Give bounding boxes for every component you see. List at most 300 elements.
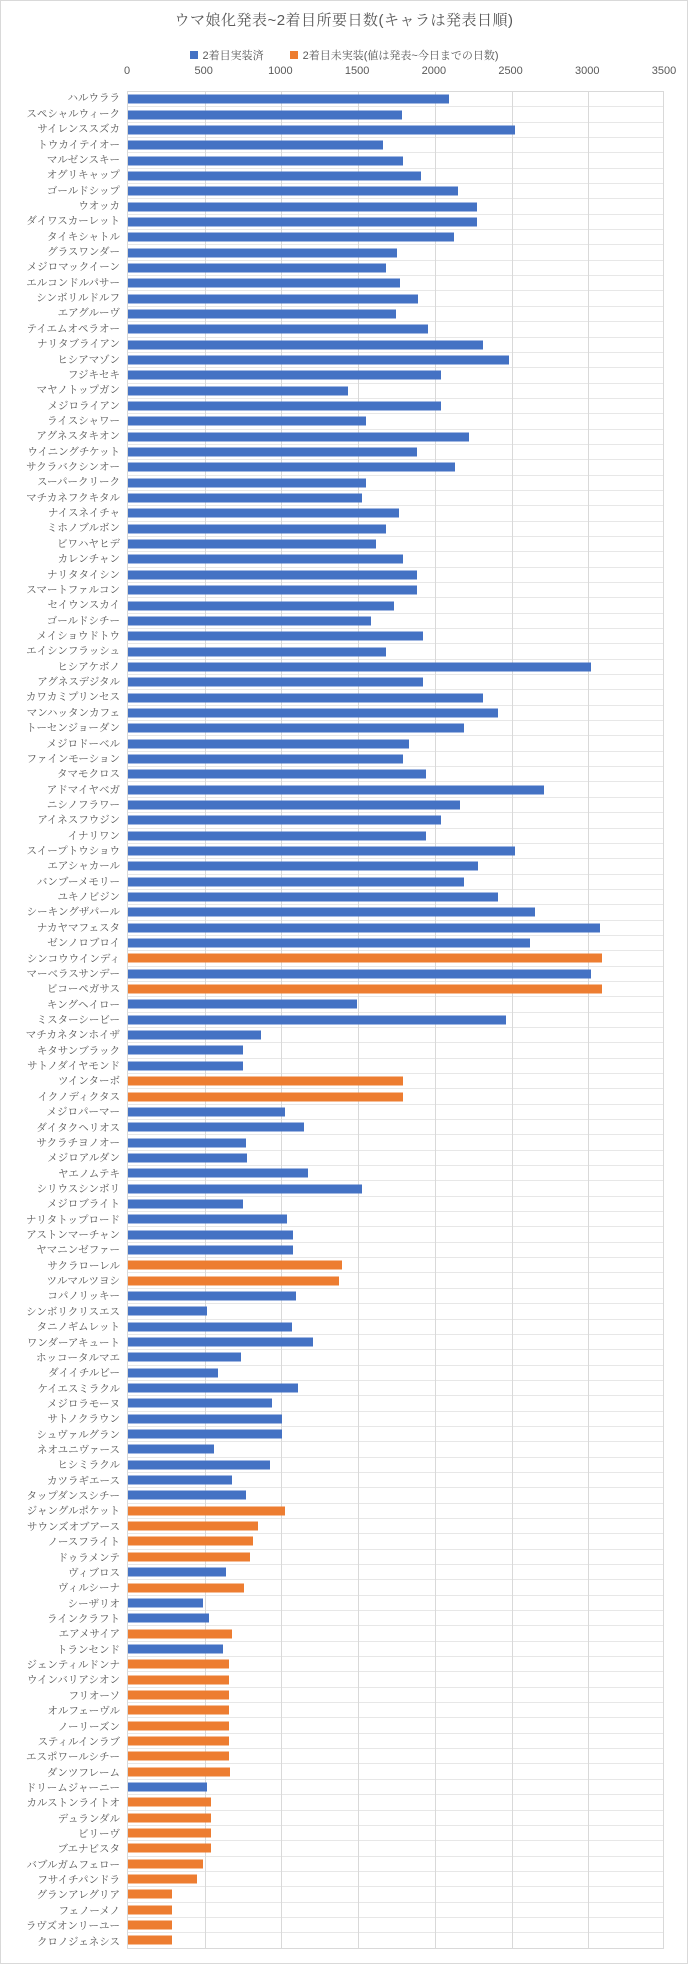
bar-row [128, 368, 663, 383]
category-label: キタサンブラック [36, 1044, 120, 1057]
category-label: オルフェーヴル [47, 1705, 120, 1718]
bar-implemented [128, 662, 591, 671]
bar-row [128, 1519, 663, 1534]
bar-row [128, 1488, 663, 1503]
bar-row [128, 1105, 663, 1120]
bar-row [128, 829, 663, 844]
bar-row [128, 1534, 663, 1549]
bar-implemented [128, 95, 449, 104]
bar-not_implemented [128, 1660, 229, 1669]
bar-row [128, 1028, 663, 1043]
category-label: ヒシミラクル [57, 1459, 120, 1472]
bar-implemented [128, 570, 417, 579]
bar-row [128, 997, 663, 1012]
category-label: イクノディクタス [37, 1090, 120, 1103]
bar-implemented [128, 1153, 247, 1162]
bar-row [128, 552, 663, 567]
bar-row [128, 1258, 663, 1273]
bar-not_implemented [128, 1077, 403, 1086]
category-label: ナイスネイチャ [47, 507, 120, 520]
bar-not_implemented [128, 1721, 229, 1730]
category-label: ネオユニヴァース [37, 1444, 120, 1457]
bar-implemented [128, 478, 366, 487]
category-label: スマートファルコン [26, 583, 120, 596]
gridline [512, 92, 513, 1948]
category-label: ニシノフラワー [46, 798, 120, 811]
bar-not_implemented [128, 1675, 229, 1684]
bar-row [128, 291, 663, 306]
bar-row [128, 859, 663, 874]
bar-row [128, 1626, 663, 1641]
bar-not_implemented [128, 1936, 172, 1945]
category-label: ダイタクヘリオス [36, 1121, 120, 1134]
bar-row [128, 1243, 663, 1258]
bar-implemented [128, 908, 535, 917]
category-label: タップダンスシチー [26, 1490, 120, 1503]
bar-rows [128, 92, 663, 1948]
bar-not_implemented [128, 1890, 172, 1899]
category-label: ゼンノロブロイ [47, 937, 120, 950]
bar-row [128, 1458, 663, 1473]
category-label: フリオーソ [68, 1689, 120, 1702]
bar-not_implemented [128, 1552, 250, 1561]
bar-not_implemented [128, 1583, 244, 1592]
category-label: サトノダイヤモンド [27, 1060, 120, 1073]
category-label: シンボリルドルフ [36, 292, 120, 305]
category-label: スティルインラブ [37, 1735, 120, 1748]
bar-row [128, 675, 663, 690]
bar-not_implemented [128, 1276, 339, 1285]
category-label: メジロマックイーン [26, 261, 120, 274]
bar-implemented [128, 616, 371, 625]
bar-implemented [128, 1460, 270, 1469]
bar-row [128, 1857, 663, 1872]
bar-row [128, 1688, 663, 1703]
bar-row [128, 1059, 663, 1074]
bar-row [128, 936, 663, 951]
bar-implemented [128, 1061, 243, 1070]
bar-row [128, 199, 663, 214]
bar-row [128, 1135, 663, 1150]
bar-implemented [128, 110, 402, 119]
bar-implemented [128, 217, 477, 226]
bar-row [128, 92, 663, 107]
bar-row [128, 506, 663, 521]
bar-row [128, 1289, 663, 1304]
bar-row [128, 1366, 663, 1381]
bar-implemented [128, 1430, 282, 1439]
bar-row [128, 537, 663, 552]
legend-item-not-implemented [290, 47, 499, 63]
category-label: ワンダーアキュート [26, 1336, 120, 1349]
bar-row [128, 1811, 663, 1826]
bar-row [128, 875, 663, 890]
bar-implemented [128, 1476, 232, 1485]
category-label: ケイエスミラクル [37, 1382, 120, 1395]
bar-implemented [128, 847, 515, 856]
bar-row [128, 1780, 663, 1795]
category-label: サクラローレル [47, 1259, 120, 1272]
category-label: トランセンド [57, 1643, 120, 1656]
category-label: ヴィブロス [68, 1566, 120, 1579]
category-label: ゴールドシップ [46, 184, 120, 197]
bar-implemented [128, 770, 426, 779]
bar-row [128, 522, 663, 537]
bar-row [128, 1550, 663, 1565]
category-label: ラインクラフト [47, 1613, 120, 1625]
category-label: サクラチヨノオー [36, 1136, 120, 1149]
bar-not_implemented [128, 1905, 172, 1914]
bar-not_implemented [128, 1875, 197, 1884]
category-axis [1, 91, 120, 1949]
bar-row [128, 1841, 663, 1856]
bar-row [128, 660, 663, 675]
bar-implemented [128, 1230, 293, 1239]
bar-implemented [128, 1322, 292, 1331]
category-label: アグネスデジタル [37, 676, 120, 689]
bar-row [128, 1335, 663, 1350]
bar-not_implemented [128, 1921, 172, 1930]
bar-implemented [128, 555, 403, 564]
category-label: メジロドーベル [46, 737, 120, 750]
bar-implemented [128, 632, 423, 641]
bar-row [128, 138, 663, 153]
bar-row [128, 1703, 663, 1718]
category-label: ナリタブライアン [37, 338, 120, 351]
bar-implemented [128, 463, 455, 472]
bar-implemented [128, 1184, 362, 1193]
category-label: ヤエノムテキ [57, 1167, 120, 1180]
category-label: カツラギエース [47, 1474, 120, 1487]
bar-row [128, 107, 663, 122]
category-label: マチカネフクキタル [26, 491, 120, 504]
bar-row [128, 338, 663, 353]
bar-implemented [128, 1445, 214, 1454]
category-label: サイレンススズカ [37, 123, 120, 136]
bar-not_implemented [128, 1629, 232, 1638]
bar-not_implemented [128, 1829, 211, 1838]
bar-implemented [128, 1031, 261, 1040]
bar-row [128, 782, 663, 797]
bar-implemented [128, 1199, 243, 1208]
plot-area [127, 91, 664, 1949]
bar-row [128, 245, 663, 260]
bar-implemented [128, 524, 386, 533]
bar-not_implemented [128, 1706, 229, 1715]
category-label: エアメサイア [58, 1628, 120, 1641]
bar-row [128, 1151, 663, 1166]
bar-row [128, 1718, 663, 1733]
category-label: マルゼンスキー [46, 153, 120, 166]
bar-row [128, 890, 663, 905]
category-label: グランアレグリア [36, 1889, 120, 1902]
bar-implemented [128, 693, 483, 702]
bar-row [128, 644, 663, 659]
bar-row [128, 951, 663, 966]
bar-row [128, 307, 663, 322]
bar-implemented [128, 831, 426, 840]
bar-implemented [128, 1414, 282, 1423]
category-label: ゴールドシチー [46, 614, 120, 627]
bar-row [128, 921, 663, 936]
bar-implemented [128, 1368, 218, 1377]
bar-row [128, 736, 663, 751]
category-label: ナカヤマフェスタ [36, 921, 120, 934]
bar-implemented [128, 1138, 246, 1147]
category-label: シリウスシンボリ [36, 1182, 120, 1195]
category-label: ドリームジャーニー [25, 1781, 120, 1794]
bar-implemented [128, 325, 428, 334]
bar-implemented [128, 233, 454, 242]
bar-not_implemented [128, 1690, 229, 1699]
category-label: ナリタトップロード [25, 1213, 120, 1226]
category-label: クロノジェネシス [36, 1935, 120, 1948]
x-tick-label: 3500 [651, 65, 677, 77]
category-label: ジャングルポケット [26, 1505, 120, 1518]
category-label: カワカミプリンセス [25, 691, 120, 704]
bar-row [128, 322, 663, 337]
bar-implemented [128, 1000, 357, 1009]
x-tick-label: 0 [123, 65, 131, 77]
chart-title: ウマ娘化発表~2着目所要日数(キャラは発表日順) [174, 12, 514, 29]
bar-row [128, 1350, 663, 1365]
category-label: ツルマルツヨシ [46, 1275, 120, 1288]
bar-implemented [128, 708, 498, 717]
bar-row [128, 1273, 663, 1288]
bar-row [128, 1887, 663, 1902]
bar-not_implemented [128, 1506, 285, 1515]
legend-label-implemented: 2着目実装済 [202, 50, 264, 62]
bar-row [128, 905, 663, 920]
bar-implemented [128, 586, 417, 595]
bar-not_implemented [128, 1537, 253, 1546]
category-label: トーセンジョーダン [26, 722, 120, 735]
bar-implemented [128, 1291, 296, 1300]
bar-row [128, 1227, 663, 1242]
category-label: シーザリオ [67, 1597, 120, 1610]
category-label: メイショウドトウ [36, 630, 120, 642]
category-label: デュランダル [57, 1812, 120, 1825]
category-label: ホッコータルマエ [36, 1351, 120, 1364]
bar-row [128, 276, 663, 291]
bar-row [128, 1504, 663, 1519]
bar-implemented [128, 1353, 241, 1362]
category-label: ブエナビスタ [57, 1843, 120, 1856]
x-tick-label: 3000 [575, 65, 600, 77]
category-label: メジロライアン [47, 399, 120, 412]
category-label: スイープトウショウ [26, 845, 120, 858]
category-label: ダイワスカーレット [26, 215, 120, 228]
category-label: フサイチパンドラ [37, 1874, 120, 1887]
category-label: ノーリーズン [57, 1720, 120, 1733]
category-label: エアグルーヴ [57, 307, 120, 320]
bar-not_implemented [128, 1522, 258, 1531]
bar-row [128, 568, 663, 583]
category-label: アストンマーチャン [26, 1229, 120, 1242]
bar-row [128, 1734, 663, 1749]
bar-implemented [128, 800, 460, 809]
bar-row [128, 1212, 663, 1227]
category-label: ウインバリアシオン [26, 1674, 120, 1687]
bar-implemented [128, 448, 417, 457]
bar-implemented [128, 785, 544, 794]
bar-row [128, 1197, 663, 1212]
bar-row [128, 1074, 663, 1089]
bar-row [128, 690, 663, 705]
bar-implemented [128, 386, 348, 395]
category-label: ミホノブルボン [46, 522, 120, 535]
bar-not_implemented [128, 1752, 229, 1761]
bar-row [128, 813, 663, 828]
bar-row [128, 1089, 663, 1104]
bar-implemented [128, 724, 464, 733]
category-label: マンハッタンカフェ [26, 706, 120, 719]
category-label: エルコンドルパサー [26, 276, 120, 289]
category-label: コパノリッキー [47, 1290, 120, 1303]
bar-row [128, 169, 663, 184]
bar-row [128, 1657, 663, 1672]
category-label: スペシャルウィーク [26, 107, 120, 120]
bar-implemented [128, 417, 366, 426]
category-label: ライスシャワー [47, 414, 120, 427]
bar-row [128, 1120, 663, 1135]
bar-not_implemented [128, 1767, 230, 1776]
bar-row [128, 982, 663, 997]
category-label: フジキセキ [67, 368, 120, 381]
bar-implemented [128, 263, 386, 272]
bar-row [128, 721, 663, 736]
bar-implemented [128, 125, 515, 134]
category-label: ビコーペガサス [46, 983, 120, 996]
bar-implemented [128, 969, 591, 978]
bar-not_implemented [128, 1261, 342, 1270]
bar-implemented [128, 1046, 243, 1055]
bar-row [128, 1304, 663, 1319]
bar-not_implemented [128, 954, 602, 963]
category-label: ドゥラメンテ [57, 1551, 120, 1564]
category-label: シュヴァルグラン [36, 1428, 120, 1441]
category-label: マチカネタンホイザ [25, 1029, 120, 1042]
category-label: ミスターシービー [36, 1013, 120, 1026]
category-label: ジェンティルドンナ [26, 1659, 120, 1672]
x-tick-label: 2000 [421, 65, 447, 77]
bar-implemented [128, 1169, 308, 1178]
legend-label-not-implemented: 2着目未実装(値は発表~今日までの日数) [302, 50, 499, 62]
bar-implemented [128, 509, 399, 518]
bar-row [128, 1320, 663, 1335]
legend-swatch-implemented [190, 51, 198, 59]
bar-implemented [128, 156, 403, 165]
category-label: キングヘイロー [46, 998, 120, 1011]
bar-row [128, 184, 663, 199]
legend [1, 47, 687, 63]
bar-row [128, 1013, 663, 1028]
bar-row [128, 1181, 663, 1196]
category-label: タイキシャトル [47, 230, 120, 243]
bar-row [128, 153, 663, 168]
bar-implemented [128, 1782, 207, 1791]
bar-implemented [128, 1598, 203, 1607]
bar-implemented [128, 862, 478, 871]
bar-implemented [128, 923, 600, 932]
bar-implemented [128, 754, 403, 763]
bar-row [128, 1918, 663, 1933]
legend-item-implemented [190, 47, 264, 63]
bar-implemented [128, 1384, 298, 1393]
category-label: ウオッカ [78, 199, 120, 212]
category-label: メジロパーマー [46, 1106, 120, 1119]
bar-row [128, 798, 663, 813]
bar-not_implemented [128, 1798, 211, 1807]
bar-implemented [128, 1215, 287, 1224]
bar-row [128, 706, 663, 721]
bar-row [128, 598, 663, 613]
bar-implemented [128, 340, 483, 349]
bar-row [128, 1611, 663, 1626]
bar-row [128, 230, 663, 245]
bar-row [128, 1043, 663, 1058]
x-tick-label: 2500 [498, 65, 523, 77]
bar-row [128, 123, 663, 138]
bar-row [128, 614, 663, 629]
bar-row [128, 583, 663, 598]
category-label: マーベラスサンデー [26, 967, 120, 980]
category-label: ヒシアケボノ [57, 660, 120, 673]
bar-implemented [128, 939, 530, 948]
bar-row [128, 1749, 663, 1764]
bar-not_implemented [128, 1844, 211, 1853]
category-label: エイシンフラッシュ [26, 645, 120, 658]
bar-row [128, 1672, 663, 1687]
bar-implemented [128, 877, 464, 886]
bar-implemented [128, 1307, 207, 1316]
category-label: ユキノビジン [57, 891, 120, 904]
x-tick-label: 1500 [344, 65, 370, 77]
bar-implemented [128, 816, 441, 825]
category-label: シンコウウインディ [26, 952, 120, 965]
category-label: マヤノトップガン [36, 384, 120, 397]
bar-implemented [128, 739, 409, 748]
category-label: テイエムオペラオー [26, 322, 120, 335]
x-tick-label: 500 [194, 65, 213, 77]
bar-row [128, 1872, 663, 1887]
bar-row [128, 399, 663, 414]
bar-row [128, 414, 663, 429]
category-label: アグネスタキオン [36, 430, 120, 443]
category-label: ハルウララ [67, 92, 120, 105]
category-label: スーパークリーク [37, 476, 120, 489]
category-label: ナリタタイシン [46, 568, 120, 581]
category-label: サウンズオブアース [26, 1520, 120, 1533]
bar-row [128, 1580, 663, 1595]
bar-row [128, 1642, 663, 1657]
bar-row [128, 476, 663, 491]
category-label: ヴィルシーナ [57, 1582, 120, 1595]
bar-row [128, 752, 663, 767]
bar-implemented [128, 1568, 226, 1577]
bar-implemented [128, 678, 423, 687]
bar-implemented [128, 402, 441, 411]
category-label: ファインモーション [26, 752, 120, 765]
bar-row [128, 1764, 663, 1779]
bar-not_implemented [128, 1859, 203, 1868]
bar-row [128, 1565, 663, 1580]
bar-row [128, 629, 663, 644]
bar-implemented [128, 1614, 209, 1623]
category-label: バンブーメモリー [36, 875, 120, 888]
bar-row [128, 430, 663, 445]
bar-implemented [128, 371, 441, 380]
